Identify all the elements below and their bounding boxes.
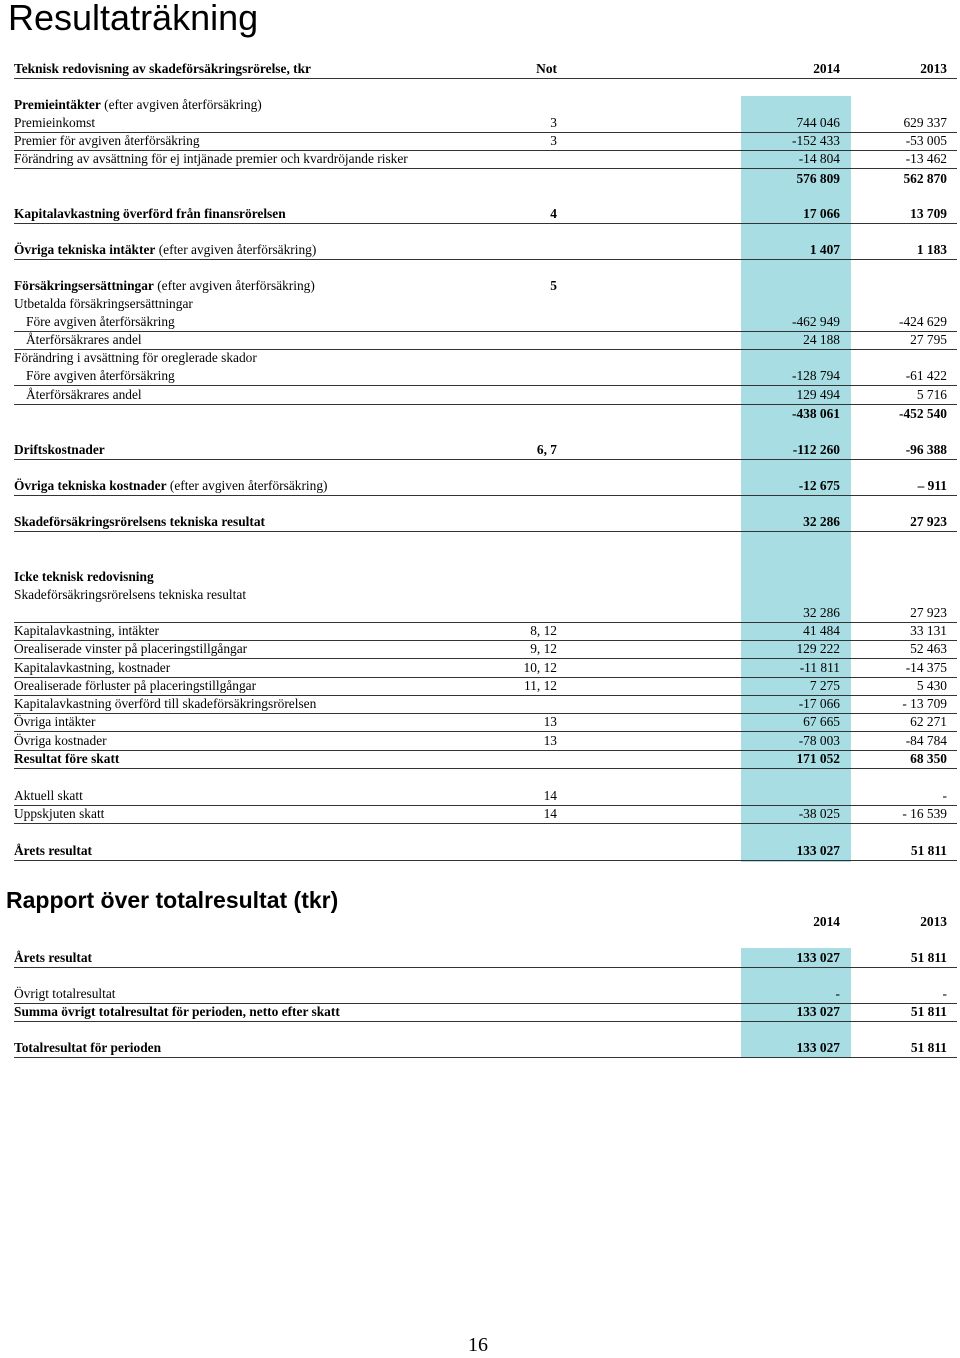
row-label-text: Årets resultat bbox=[14, 950, 92, 965]
row-label-text: Summa övrigt totalresultat för perioden, netto efter skatt bbox=[14, 1004, 340, 1019]
row-value-2014: 32 286 bbox=[803, 605, 840, 620]
row-label-text: Premieinkomst bbox=[14, 115, 96, 130]
row-value-2013: -424 629 bbox=[899, 314, 947, 329]
page-number: 16 bbox=[468, 1334, 488, 1356]
row-label-text: Orealiserade förluster på placeringstillgångar bbox=[14, 678, 257, 693]
row-label-text: Uppskjuten skatt bbox=[14, 806, 105, 821]
row-label-text: Före avgiven återförsäkring bbox=[26, 314, 175, 329]
row-note: 5 bbox=[550, 278, 557, 293]
row-value-2013: -96 388 bbox=[905, 442, 947, 457]
row-note: 8, 12 bbox=[530, 623, 557, 638]
row-value-2013: 33 131 bbox=[910, 623, 947, 638]
table-row bbox=[14, 695, 957, 714]
row-label bbox=[26, 313, 175, 331]
row-label bbox=[14, 150, 408, 168]
row-label bbox=[14, 787, 83, 805]
row-note: 9, 12 bbox=[530, 641, 557, 656]
row-value-2013: 51 811 bbox=[910, 843, 947, 858]
row-value-2013: 27 923 bbox=[910, 605, 947, 620]
report2-year-2014: 2014 bbox=[813, 914, 840, 929]
table-row bbox=[14, 659, 957, 678]
header-year-2013: 2013 bbox=[920, 61, 947, 76]
table-row bbox=[14, 477, 957, 496]
row-value-2014: 41 484 bbox=[803, 623, 840, 638]
row-label-text: Försäkringsersättningar bbox=[14, 278, 154, 293]
row-value-2014: -17 066 bbox=[798, 696, 840, 711]
row-label bbox=[14, 677, 256, 695]
row-value-2014: 129 494 bbox=[796, 387, 840, 402]
table-row bbox=[14, 677, 957, 696]
row-label-text: Totalresultat för perioden bbox=[14, 1040, 162, 1055]
row-value-2013: -61 422 bbox=[905, 368, 947, 383]
table-row bbox=[14, 349, 957, 367]
header-year-2014: 2014 bbox=[813, 61, 840, 76]
row-value-2013: 5 716 bbox=[916, 387, 947, 402]
row-label bbox=[14, 441, 105, 459]
table-row bbox=[14, 750, 957, 769]
table-row bbox=[14, 985, 957, 1004]
table-row bbox=[14, 568, 957, 586]
row-label-text: Återförsäkrares andel bbox=[26, 387, 142, 402]
row-value-2014: -14 804 bbox=[798, 151, 840, 166]
row-label bbox=[14, 985, 116, 1003]
row-value-2013: - 13 709 bbox=[902, 696, 947, 711]
row-value-2013: -84 784 bbox=[905, 733, 947, 748]
row-label bbox=[26, 331, 142, 349]
table-row bbox=[14, 295, 957, 313]
row-note: 6, 7 bbox=[536, 442, 557, 457]
header-label: Teknisk redovisning av skadeförsäkringsrörelse, tkr bbox=[14, 61, 311, 76]
row-label-text: Icke teknisk redovisning bbox=[14, 569, 154, 584]
table-row bbox=[14, 277, 957, 295]
row-label bbox=[14, 1003, 340, 1021]
row-value-2014: 744 046 bbox=[796, 115, 840, 130]
row-label bbox=[14, 732, 107, 750]
row-value-2014: -12 675 bbox=[798, 478, 840, 493]
row-value-2013: 51 811 bbox=[910, 1004, 947, 1019]
row-label bbox=[14, 659, 170, 677]
row-value-2014: 171 052 bbox=[796, 751, 840, 766]
row-label bbox=[14, 949, 92, 967]
row-value-2013: 62 271 bbox=[910, 714, 947, 729]
row-label bbox=[14, 295, 193, 313]
row-label bbox=[14, 640, 247, 658]
row-label-text: Övriga tekniska kostnader bbox=[14, 478, 167, 493]
table-row bbox=[14, 367, 957, 386]
row-value-2013: -13 462 bbox=[905, 151, 947, 166]
row-label-text: Aktuell skatt bbox=[14, 788, 83, 803]
table-row bbox=[14, 586, 957, 604]
row-label-text: Kapitalavkastning, intäkter bbox=[14, 623, 160, 638]
row-label bbox=[26, 367, 175, 385]
row-value-2013: - bbox=[942, 986, 947, 1001]
row-value-2013: 68 350 bbox=[910, 751, 947, 766]
row-label bbox=[14, 513, 265, 531]
table-row bbox=[14, 150, 957, 169]
table-row bbox=[14, 441, 957, 460]
row-value-2014: 133 027 bbox=[796, 950, 840, 965]
row-label bbox=[14, 205, 286, 223]
row-label bbox=[14, 568, 154, 586]
table-row bbox=[14, 842, 957, 861]
table-row bbox=[14, 787, 957, 806]
row-label bbox=[14, 586, 246, 604]
row-note: 11, 12 bbox=[524, 678, 557, 693]
row-label-text: Övrigt totalresultat bbox=[14, 986, 116, 1001]
row-label bbox=[14, 349, 257, 367]
report2-year-2013: 2013 bbox=[920, 914, 947, 929]
row-label bbox=[14, 805, 104, 823]
row-value-2014: -11 811 bbox=[799, 660, 840, 675]
row-label-qualifier: (efter avgiven återförsäkring) bbox=[166, 478, 328, 493]
row-value-2013: -452 540 bbox=[899, 406, 947, 421]
row-value-2014: 67 665 bbox=[803, 714, 840, 729]
table-row bbox=[14, 313, 957, 332]
table-row bbox=[14, 1039, 957, 1058]
row-label bbox=[14, 842, 92, 860]
table-row bbox=[14, 604, 957, 623]
table-row bbox=[14, 1003, 957, 1022]
table-row bbox=[14, 205, 957, 224]
row-value-2014: 17 066 bbox=[803, 206, 840, 221]
row-label-text: Kapitalavkastning överförd till skadeförsäkringsrörelsen bbox=[14, 696, 317, 711]
table-row bbox=[14, 732, 957, 751]
row-label-text: Kapitalavkastning, kostnader bbox=[14, 660, 171, 675]
row-value-2013: - bbox=[942, 788, 947, 803]
row-value-2014: -128 794 bbox=[792, 368, 840, 383]
table-row bbox=[14, 713, 957, 732]
table-row bbox=[14, 96, 957, 114]
table-row bbox=[14, 805, 957, 824]
row-label bbox=[14, 241, 316, 259]
row-value-2014: 32 286 bbox=[803, 514, 840, 529]
row-value-2014: -38 025 bbox=[798, 806, 840, 821]
row-label bbox=[14, 132, 200, 150]
row-label-qualifier: (efter avgiven återförsäkring) bbox=[100, 97, 262, 112]
row-value-2014: -78 003 bbox=[798, 733, 840, 748]
row-label-text: Skadeförsäkringsrörelsens tekniska resultat bbox=[14, 587, 247, 602]
row-label bbox=[14, 622, 159, 640]
row-value-2013: 629 337 bbox=[903, 115, 947, 130]
row-note: 3 bbox=[550, 115, 557, 130]
row-label-text: Förändring i avsättning för oreglerade skador bbox=[14, 350, 257, 365]
row-label bbox=[14, 695, 316, 713]
row-value-2014: 133 027 bbox=[796, 1004, 840, 1019]
row-note: 14 bbox=[543, 788, 557, 803]
table-row bbox=[14, 622, 957, 641]
row-value-2013: 5 430 bbox=[916, 678, 947, 693]
row-label-qualifier: (efter avgiven återförsäkring) bbox=[155, 242, 317, 257]
row-label bbox=[14, 277, 315, 295]
row-label-text: Övriga tekniska intäkter bbox=[14, 242, 156, 257]
row-value-2013: 13 709 bbox=[910, 206, 947, 221]
row-label-text: Kapitalavkastning överförd från finansrörelsen bbox=[14, 206, 286, 221]
row-note: 4 bbox=[550, 206, 557, 221]
table-row bbox=[14, 513, 957, 532]
row-value-2013: 51 811 bbox=[910, 950, 947, 965]
table-row bbox=[14, 331, 957, 350]
row-note: 3 bbox=[550, 133, 557, 148]
row-value-2013: 51 811 bbox=[910, 1040, 947, 1055]
row-value-2013: -53 005 bbox=[905, 133, 947, 148]
row-value-2013: - 16 539 bbox=[902, 806, 947, 821]
table-row bbox=[14, 241, 957, 260]
row-value-2014: 24 188 bbox=[803, 332, 840, 347]
row-note: 13 bbox=[543, 733, 557, 748]
table-row bbox=[14, 170, 957, 188]
table-row bbox=[14, 114, 957, 133]
row-value-2013: – 911 bbox=[917, 478, 947, 493]
row-value-2014: 7 275 bbox=[809, 678, 840, 693]
row-value-2014: -462 949 bbox=[792, 314, 840, 329]
row-note: 14 bbox=[543, 806, 557, 821]
row-label-text: Före avgiven återförsäkring bbox=[26, 368, 175, 383]
row-label-text: Premier för avgiven återförsäkring bbox=[14, 133, 200, 148]
row-label-text: Förändring av avsättning för ej intjänade premier och kvardröjande risker bbox=[14, 151, 408, 166]
row-label-text: Utbetalda försäkringsersättningar bbox=[14, 296, 193, 311]
row-value-2013: 562 870 bbox=[903, 171, 947, 186]
row-label bbox=[14, 96, 262, 114]
row-value-2013: -14 375 bbox=[905, 660, 947, 675]
row-label-text: Övriga kostnader bbox=[14, 733, 107, 748]
row-label-text: Återförsäkrares andel bbox=[26, 332, 142, 347]
row-value-2014: 133 027 bbox=[796, 843, 840, 858]
row-label-text: Premieintäkter bbox=[14, 97, 101, 112]
row-label bbox=[14, 750, 119, 768]
row-label bbox=[14, 713, 95, 731]
row-label-text: Övriga intäkter bbox=[14, 714, 96, 729]
row-value-2014: -438 061 bbox=[792, 406, 840, 421]
row-value-2014: -112 260 bbox=[792, 442, 840, 457]
row-value-2013: 1 183 bbox=[916, 242, 947, 257]
row-label bbox=[26, 386, 142, 404]
table-row bbox=[14, 386, 957, 405]
report2-header bbox=[14, 913, 957, 931]
row-label-text: Driftskostnader bbox=[14, 442, 105, 457]
row-value-2014: 1 407 bbox=[809, 242, 840, 257]
row-value-2014: - bbox=[835, 986, 840, 1001]
row-value-2014: -152 433 bbox=[792, 133, 840, 148]
header-note: Not bbox=[536, 61, 557, 76]
row-label-text: Orealiserade vinster på placeringstillgångar bbox=[14, 641, 248, 656]
row-note: 10, 12 bbox=[523, 660, 557, 675]
row-label bbox=[14, 114, 95, 132]
row-label-qualifier: (efter avgiven återförsäkring) bbox=[153, 278, 315, 293]
row-label bbox=[14, 477, 328, 495]
row-label bbox=[14, 1039, 161, 1057]
row-note: 13 bbox=[543, 714, 557, 729]
row-value-2013: 27 795 bbox=[910, 332, 947, 347]
table-row bbox=[14, 405, 957, 423]
table-row bbox=[14, 132, 957, 151]
table-row bbox=[14, 640, 957, 659]
row-label-text: Resultat före skatt bbox=[14, 751, 120, 766]
row-label-text: Årets resultat bbox=[14, 843, 92, 858]
row-value-2014: 133 027 bbox=[796, 1040, 840, 1055]
table-header bbox=[14, 60, 957, 79]
row-value-2013: 27 923 bbox=[910, 514, 947, 529]
page-title: Resultaträkning bbox=[8, 0, 259, 38]
row-label-text: Skadeförsäkringsrörelsens tekniska resultat bbox=[14, 514, 265, 529]
row-value-2013: 52 463 bbox=[910, 641, 947, 656]
table-row bbox=[14, 949, 957, 968]
row-value-2014: 129 222 bbox=[796, 641, 840, 656]
row-value-2014: 576 809 bbox=[796, 171, 840, 186]
report2-title: Rapport över totalresultat (tkr) bbox=[6, 887, 339, 913]
